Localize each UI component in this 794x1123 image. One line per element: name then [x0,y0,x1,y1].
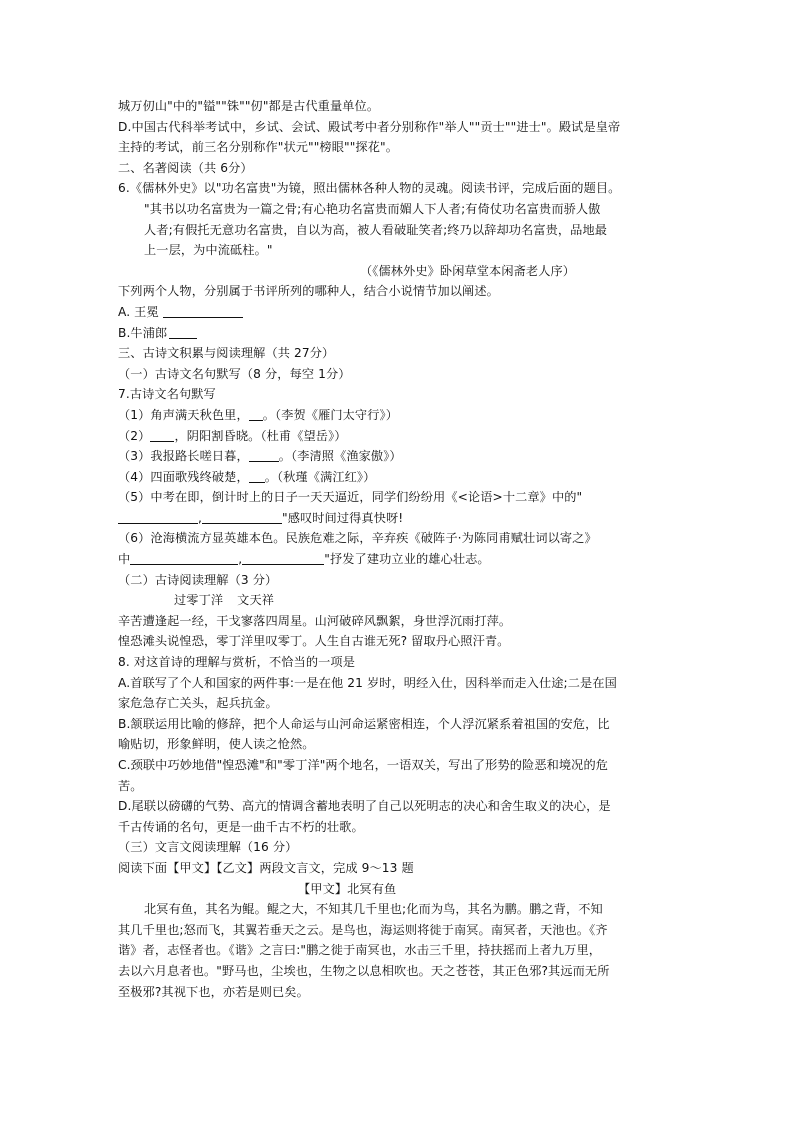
fill-blank[interactable] [242,550,324,565]
option-c-cont: 苦。 [118,778,143,793]
option-d-cont: 千古传诵的名句，更是一曲千古不朽的壮歌。 [118,819,364,834]
passage-line: 去以六月息者也。"野马也，尘埃也，生物之以息相吹也。天之苍苍，其正色邪?其远而无所 [118,963,610,978]
poem-title: 过零丁洋 [174,593,224,608]
fill-comma: , [198,510,202,525]
fill-blank[interactable] [249,406,263,421]
fill-item-3 [118,446,678,467]
fill-text: （1）角声满天秋色里， [118,407,249,422]
option-d: D.中国古代科举考试中，乡试、会试、殿试考中者分别称作"举人""贡士""进士"。殿试是皇帝 [118,119,621,134]
fill-text: （4）四面歌残终破楚， [118,469,249,484]
option-a-cont: 家危急存亡关头，起兵抗金。 [118,696,278,711]
subsection-heading: （一）古诗文名句默写（8 分，每空 1分） [118,366,351,381]
answer-b [118,323,678,344]
fill-text: ，阴阳割昏晓。（杜甫《望岳》） [174,428,347,443]
quote-line: "其书以功名富贵为一篇之骨;有心艳功名富贵而媚人下人者;有倚仗功名富贵而骄人傲 [144,201,601,216]
fill-text: 。（李贺《雁门太守行》） [262,407,398,422]
answer-b-label: B.牛浦郎 [118,325,168,340]
fill-item-6-blanks [118,549,678,570]
fill-item-4 [118,467,678,488]
subsection-heading: （二）古诗阅读理解（3 分） [118,572,278,587]
passage-line: 至极邪?其视下也，亦若是则已矣。 [118,984,309,999]
instruction: 下列两个人物，分别属于书评所列的哪种人，结合小说情节加以阐述。 [118,284,499,299]
section-heading: 三、古诗文积累与阅读理解（共 27分） [118,346,335,361]
option-a: A.首联写了个人和国家的两件事:一是在他 21 岁时，明经入仕，因科举而走入仕途;二是在国 [118,675,617,690]
fill-text: "抒发了建功立业的雄心壮志。 [324,552,490,567]
poem-author: 文天祥 [237,593,275,608]
section-heading: 二、名著阅读（共 6分） [118,160,253,175]
subsection-heading: （三）文言文阅读理解（16 分） [118,840,298,855]
question-6: 6.《儒林外史》以"功名富贵"为镜，照出儒林各种人物的灵魂。阅读书评，完成后面的题目。 [118,181,621,196]
fill-item-5: （5）中考在即，倒计时上的日子一天天逼近，同学们纷纷用《<论语>十二章》中的" [118,490,583,505]
poem-line: 辛苦遭逢起一经，干戈寥落四周星。山河破碎风飘絮，身世浮沉雨打萍。 [118,613,512,628]
fill-text: 。（李清照《渔家傲》） [278,449,402,464]
answer-blank[interactable] [163,303,243,318]
fill-comma: , [238,552,243,567]
answer-blank[interactable] [169,324,197,339]
fill-text: 中 [118,552,131,567]
fill-text: 。（秋瑾《满江红》） [264,469,376,484]
fill-blank[interactable] [150,427,174,442]
fill-blank[interactable] [130,550,238,565]
question-8: 8. 对这首诗的理解与赏析，不恰当的一项是 [118,655,355,670]
quote-source: （《儒林外史》卧闲草堂本闲斋老人序） [360,263,576,278]
quote-line: 人者;有假托无意功名富贵，自以为高，被人看破耻笑者;终乃以辞却功名富贵，品地最 [144,222,608,237]
fill-item-5-blanks [118,508,678,529]
passage-title: 【甲文】北冥有鱼 [298,881,397,896]
fill-blank[interactable] [249,468,265,483]
option-c: C.颈联中巧妙地借"惶恐滩"和"零丁洋"两个地名，一语双关，写出了形势的险恶和境况的危 [118,758,609,772]
fill-item-1 [118,405,678,426]
instruction: 阅读下面【甲文】【乙文】两段文言文，完成 9～13 题 [118,860,414,875]
fill-blank[interactable] [118,509,198,524]
answer-a-label: A. 王冕 [118,304,159,319]
quote-line: 上一层，为中流砥柱。" [144,243,273,258]
poem-line: 惶恐滩头说惶恐，零丁洋里叹零丁。人生自古谁无死? 留取丹心照汗青。 [118,634,510,649]
answer-a [118,302,678,323]
question-7: 7.古诗文名句默写 [118,387,216,402]
poem-heading [118,590,678,611]
fill-text: （3）我报路长嗟日暮， [118,449,249,464]
fill-item-2 [118,426,678,447]
fill-item-6: （6）沧海横流方显英雄本色。民族危难之际，辛弃疾《破阵子·为陈同甫赋壮词以寄之》 [118,531,597,546]
option-d: D.尾联以磅礴的气势、高亢的情调含蓄地表明了自己以死明志的决心和舍生取义的决心，是 [118,799,611,814]
option-b-cont: 喻贴切，形象鲜明，使人读之怆然。 [118,737,315,752]
fill-blank[interactable] [249,447,279,462]
passage-line: 北冥有鱼，其名为鲲。鲲之大，不知其几千里也;化而为鸟，其名为鹏。鹏之背，不知 [144,902,603,917]
passage-line: 谐》者，志怪者也。《谐》之言曰:"鹏之徙于南冥也，水击三千里，持扶摇而上者九万里， [118,943,602,958]
option-b: B.颔联运用比喻的修辞，把个人命运与山河命运紧密相连，个人浮沉紧系着祖国的安危，比 [118,716,610,731]
text-line: 主持的考试，前三名分别称作"状元""榜眼""探花"。 [118,140,398,155]
fill-text: "感叹时间过得真快呀! [281,510,404,525]
fill-blank[interactable] [202,509,282,524]
text-line: 城万仞山"中的"镒""铢""仞"都是古代重量单位。 [118,99,380,113]
fill-text: （2） [118,428,151,443]
passage-line: 其几千里也;怒而飞，其翼若垂天之云。是鸟也，海运则将徙于南冥。南冥者，天池也。《齐 [118,922,608,937]
document-page [118,96,678,1002]
